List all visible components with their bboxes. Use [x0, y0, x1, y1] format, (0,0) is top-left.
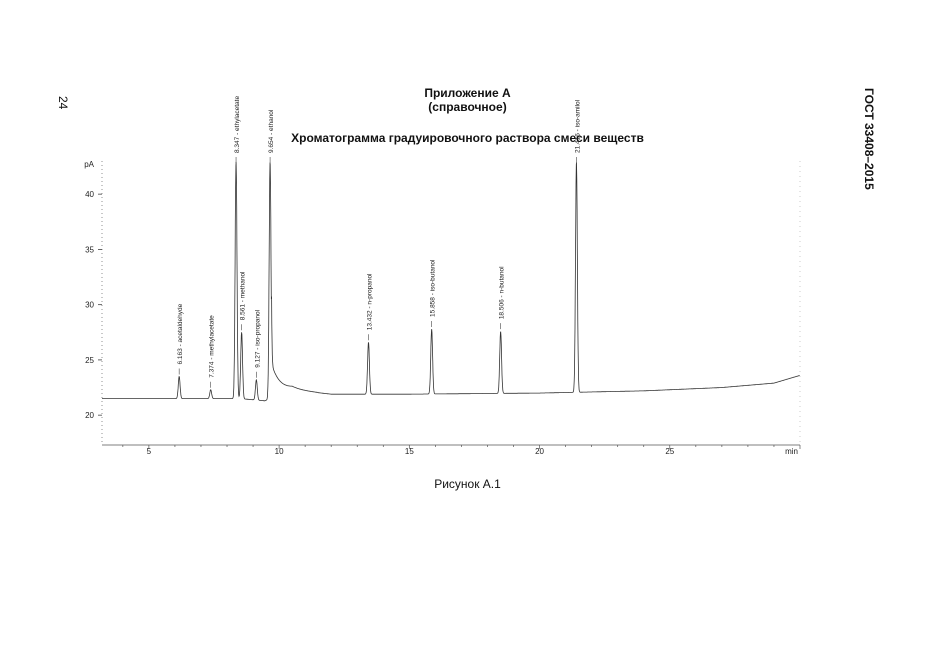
- x-unit-label: min: [785, 447, 798, 456]
- peak-label: 8.561 - methanol: [239, 271, 247, 321]
- peak-annotation: [366, 273, 373, 340]
- x-tick-label: 25: [665, 447, 675, 456]
- axes: [84, 160, 800, 456]
- x-tick-label: 5: [146, 447, 152, 456]
- y-tick-label: 20: [85, 411, 94, 421]
- peak-annotation: [268, 109, 275, 163]
- x-tick-label: 15: [404, 447, 414, 456]
- appendix-title: Приложение А: [424, 86, 511, 100]
- page-number: 24: [56, 96, 70, 110]
- standard-code: ГОСТ 33408–2015: [862, 88, 876, 190]
- x-tick-label: 20: [535, 447, 545, 456]
- trace-layer: [102, 162, 800, 401]
- peak-label: 7.374 - methylacetate: [208, 315, 216, 378]
- y-tick-label: 30: [85, 300, 94, 310]
- chromatogram-trace: [102, 162, 800, 401]
- y-unit-label: pA: [84, 160, 94, 169]
- y-tick-label: 25: [85, 355, 94, 365]
- peak-label: 9.654 - ethanol: [268, 109, 276, 153]
- x-tick-label: 10: [274, 447, 284, 456]
- plot-frame: [102, 161, 800, 445]
- peak-label: 13.432 - n-propanol: [366, 273, 374, 331]
- peak-label: 18.506 - n-butanol: [498, 266, 506, 320]
- peak-annotation: [574, 99, 581, 163]
- figure-caption: Рисунок А.1: [434, 477, 501, 491]
- peak-label: 21.416 - iso-amilol: [574, 99, 582, 153]
- figure-heading: Хроматограмма градуировочного раствора смеси веществ: [291, 131, 644, 145]
- peak-annotation: [234, 96, 241, 163]
- peak-annotation: [499, 266, 506, 329]
- appendix-subtitle: (справочное): [428, 100, 507, 114]
- peak-annotation: [430, 259, 437, 327]
- peak-annotation: [177, 303, 184, 374]
- peak-annotation: [209, 315, 216, 388]
- y-tick-label: 40: [85, 190, 94, 200]
- peak-annotation: [240, 271, 247, 330]
- peak-annotation: [254, 309, 261, 377]
- y-tick-label: 35: [85, 245, 94, 255]
- peak-label: 8.347 - ethylacetate: [234, 95, 242, 153]
- peak-label: 15.858 - iso-butanol: [429, 259, 437, 317]
- peak-label: 9.127 - iso-propanol: [254, 309, 262, 368]
- peak-label: 6.163 - acetaldehyde: [177, 303, 185, 365]
